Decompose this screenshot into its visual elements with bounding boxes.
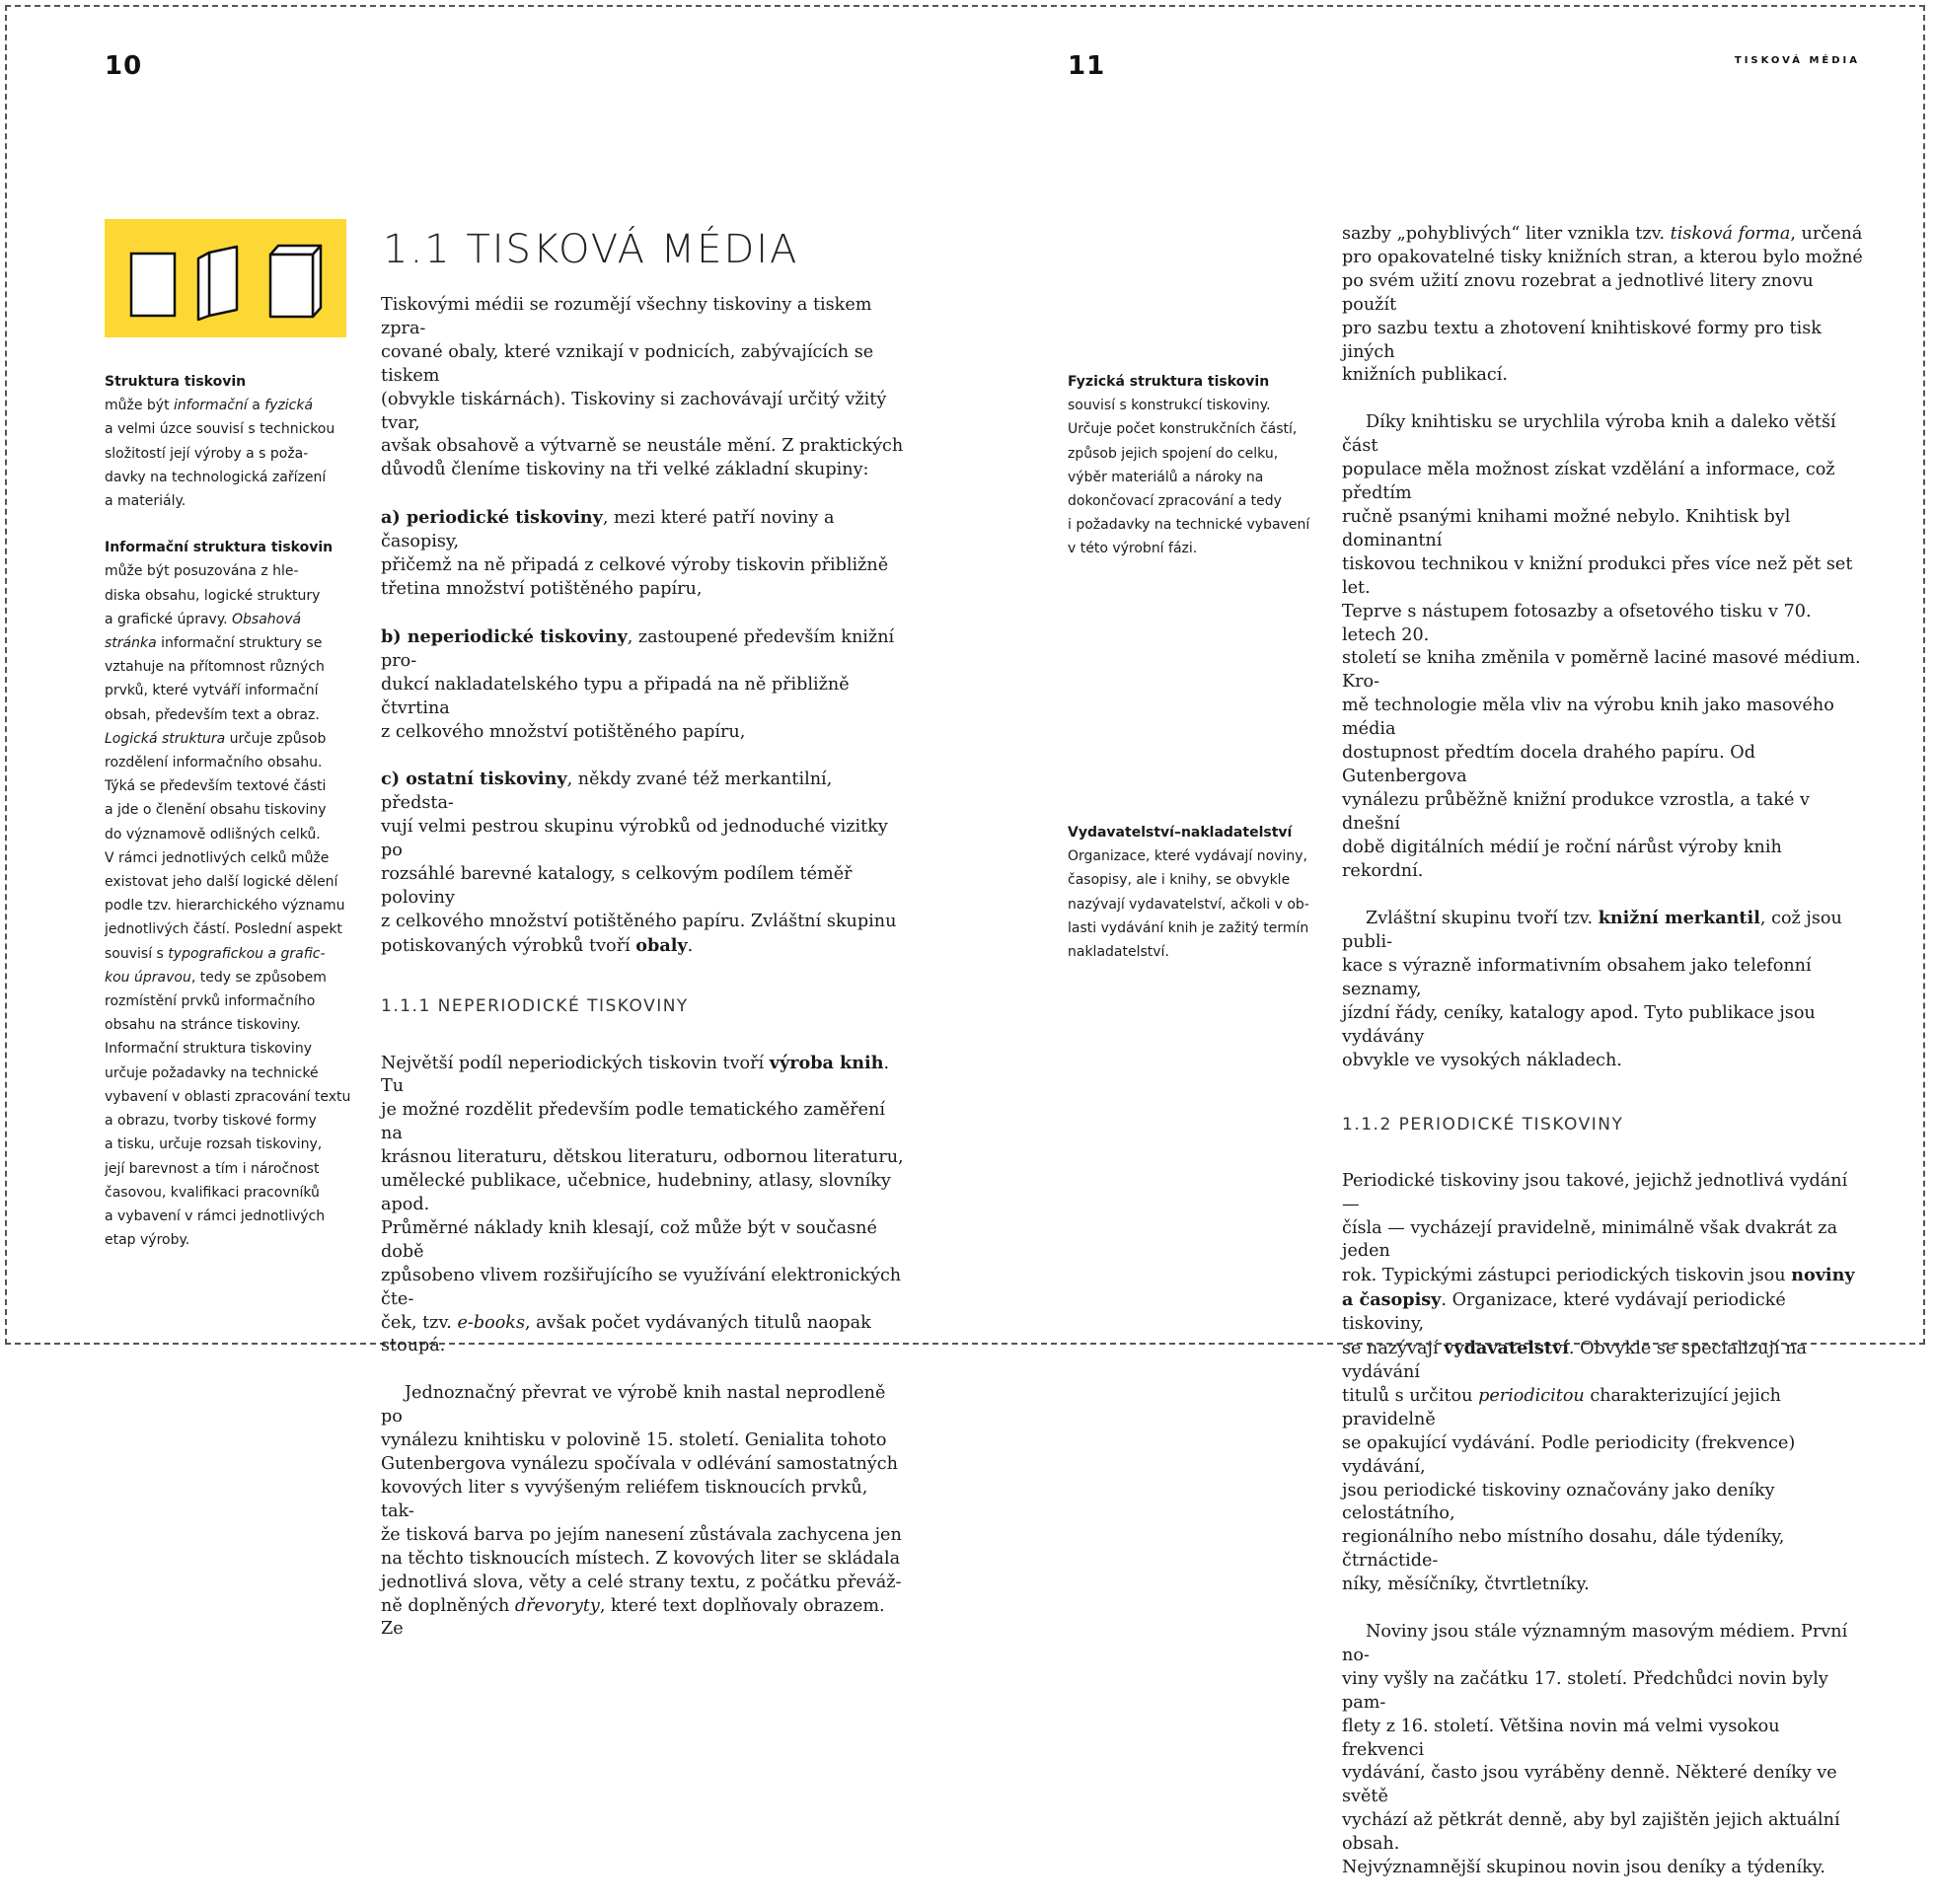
section-heading: 1.1 TISKOVÁ MÉDIA — [383, 227, 799, 272]
gutenberg-paragraph: Jednoznačný převrat ve výrobě knih nastal neprodleně po vynálezu knihtisku v polovině 15. století. Genialita tohoto Gutenbergova vynálezu spočívala v odlévání samostatných kovových liter s vyvýšeným reliéfem tisknoucích prvků, tak- že tisková barva po jejím nanesení zůstávala zachycena jen na těchto tisknoucích místech. Z kovových liter se skládala jednotlivá slova, věty a celé strany textu, z počátku převáž- ně doplněných dřevoryty, které text doplňovaly obrazem. Ze — [381, 1383, 902, 1640]
books-paragraph: Největší podíl neperiodických tiskovin tvoří výroba knih. Tu je možné rozdělit především podle tematického zaměření na krásnou literaturu, dětskou literaturu, odbornou literaturu, umělecké publikace, učebnice, hudebniny, atlasy, slovníky apod. Průměrné náklady knih klesají, což může být v současné době způsobeno vlivem rozšiřujícího se využívání elektronických čte- ček, tzv. e-books, avšak počet vydávaných titulů naopak stoupá. — [381, 1052, 904, 1356]
sidenote-paragraph: Informační struktura tiskovin může být posuzována z hle- diska obsahu, logické struktury a grafické úpravy. Obsahová stránka informační struktury se vztahuje na přítomnost různých prvků, které vytváří informační obsah, především text a obraz. Logická struktura určuje způsob rozdělení informačního obsahu. Týká se především textové části a jde o členění obsahu tiskoviny do významově odlišných celků. V rámci jednotlivých celků může existovat jeho další logické dělení podle tzv. hierarchického významu jednotlivých částí. Poslední aspekt souvisí s typografickou a grafic- kou úpravou, tedy se způsobem rozmístění prvků informačního obsahu na stránce tiskoviny. Informační struktura tiskoviny určuje požadavky na technické vybavení v oblasti zpracování textu a obrazu, tvorby tiskové formy a tisku, určuje rozsah tiskoviny, její barevnost a tím i náročnost časovou, kvalifikaci pracovníků a vybavení v rámci jednotlivých etap výroby. — [105, 540, 351, 1249]
sidenote-physical-structure — [1068, 370, 1324, 584]
sidenote-paragraph: Fyzická struktura tiskovin souvisí s konstrukcí tiskoviny. Určuje počet konstrukčních částí, způsob jejich spojení do celku, výběr materiálů a nároky na dokončovací zpracování a tedy i požadavky na technické vybavení v této výrobní fázi. — [1068, 374, 1310, 557]
group-a-paragraph: a) periodické tiskoviny, mezi které patří noviny a časopisy, přičemž na ně připadá z celkové výroby tiskovin přibližně třetina množství potištěného papíru, — [381, 507, 889, 599]
group-b-paragraph: b) neperiodické tiskoviny, zastoupené především knižní pro- dukcí nakladatelského typu a připadá na ně přibližně čtvrtina z celkového množství potištěného papíru, — [381, 625, 895, 742]
left-main-column — [381, 294, 904, 1665]
running-head: TISKOVÁ MÉDIA — [1734, 55, 1860, 66]
left-sidenotes — [105, 370, 361, 1275]
subheading-neperiodicke: 1.1.1 NEPERIODICKÉ TISKOVINY — [381, 995, 689, 1016]
closed-book-icon — [131, 254, 175, 316]
sidenote-paragraph: Vydavatelství–nakladatelství Organizace, které vydávají noviny, časopisy, ale i knihy, se obvykle nazývají vydavatelství, ačkoli v ob- lasti vydávání knih je zažitý termín nakladatelství. — [1068, 825, 1309, 961]
subheading-periodicke: 1.1.2 PERIODICKÉ TISKOVINY — [1342, 1114, 1624, 1135]
sidenote-title: Struktura tiskovin — [105, 374, 247, 390]
newspapers-paragraph: Noviny jsou stále významným masovým médiem. První no- viny vyšly na začátku 17. století. Předchůdci novin byly pam- flety z 16. století. Většina novin má velmi vysokou frekvenci vydávání, často jsou vyráběny denně. Některé deníky ve světě vychází až pětkrát denně, aby byl zajištěn jejich aktuální obsah. Nejvýznamnější skupinou novin jsou deníky a týdeníky. — [1342, 1622, 1848, 1878]
left-page-number: 10 — [105, 51, 143, 81]
thick-book-icon — [270, 246, 321, 317]
sidenote-title: Informační struktura tiskovin — [105, 540, 334, 556]
intro-paragraph: Tiskovými médii se rozumějí všechny tiskoviny a tiskem zpra- cované obaly, které vznikají v podnicích, zabývajících se tiskem (obvykle tiskárnách). Tiskoviny si zachovávají určitý vžitý tvar, avšak obsahově a výtvarně se neustále mění. Z praktických důvodů členíme tiskoviny na tři velké základní skupiny: — [381, 295, 904, 480]
sidenote-paragraph: Struktura tiskovin může být informační a fyzická a velmi úzce souvisí s technickou složitostí její výroby a s poža- davky na technologická zařízení a materiály. — [105, 374, 335, 510]
sidenote-publisher — [1068, 821, 1324, 987]
right-main-column — [1342, 223, 1865, 1904]
sidenote-title: Fyzická struktura tiskovin — [1068, 374, 1270, 390]
sidenote-title: Vydavatelství–nakladatelství — [1068, 825, 1293, 841]
group-c-paragraph: c) ostatní tiskoviny, někdy zvané též merkantilní, předsta- vují velmi pestrou skupinu výrobků od jednoduché vizitky po rozsáhlé barevné katalogy, s celkovým podílem téměř poloviny z celkového množství potištěného papíru. Zvláštní skupinu potiskovaných výrobků tvoří obaly. — [381, 769, 897, 956]
books-illustration — [105, 219, 346, 337]
open-book-icon — [198, 247, 237, 320]
knihtisk-paragraph: Díky knihtisku se urychlila výroba knih a daleko větší část populace měla možnost získat vzdělání a informace, což předtím ručně psanými knihami možné nebylo. Knihtisk byl dominantní tiskovou technikou v knižní produkci přes více než pět set let. Teprve s nástupem fotosazby a ofsetového tisku v 70. letech 20. století se kniha změnila v poměrně laciné masové médium. Kro- mě technologie měla vliv na výrobu knih jako masového média dostupnost předtím docela drahého papíru. Od Gutenbergova vynálezu průběžně knižní produkce vzrostla, a také v dnešní době digitálních médií je roční nárůst výroby knih rekordní. — [1342, 412, 1861, 881]
right-page-number: 11 — [1068, 51, 1106, 81]
merkantil-paragraph: Zvláštní skupinu tvoří tzv. knižní merkantil, což jsou publi- kace s výrazně informativním obsahem jako telefonní seznamy, jízdní řády, ceníky, katalogy apod. Tyto publikace jsou vydávány obvykle ve vysokých nákladech. — [1342, 908, 1842, 1070]
book-icons — [105, 219, 346, 337]
periodic-paragraph: Periodické tiskoviny jsou takové, jejichž jednotlivá vydání — čísla — vycházejí pravidelně, minimálně však dvakrát za jeden rok. Typickými zástupci periodických tiskovin jsou noviny a časopisy. Organizace, které vydávají periodické tiskoviny, se nazývají vydavatelství. Obvykle se specializují na vydávání titulů s určitou periodicitou charakterizující jejich pravidelně se opakující vydávání. Podle periodicity (frekvence) vydávání, jsou periodické tiskoviny označovány jako deníky celostátního, regionálního nebo místního dosahu, dále týdeníky, čtrnáctide- níky, měsíčníky, čtvrtletníky. — [1342, 1170, 1855, 1595]
continuation-paragraph: sazby „pohyblivých“ liter vznikla tzv. tisková forma, určená pro opakovatelné tisky knižních stran, a kterou bylo možné po svém užití znovu rozebrat a jednotlivé litery znovu použít pro sazbu textu a zhotovení knihtiskové formy pro tisk jiných knižních publikací. — [1342, 224, 1863, 386]
